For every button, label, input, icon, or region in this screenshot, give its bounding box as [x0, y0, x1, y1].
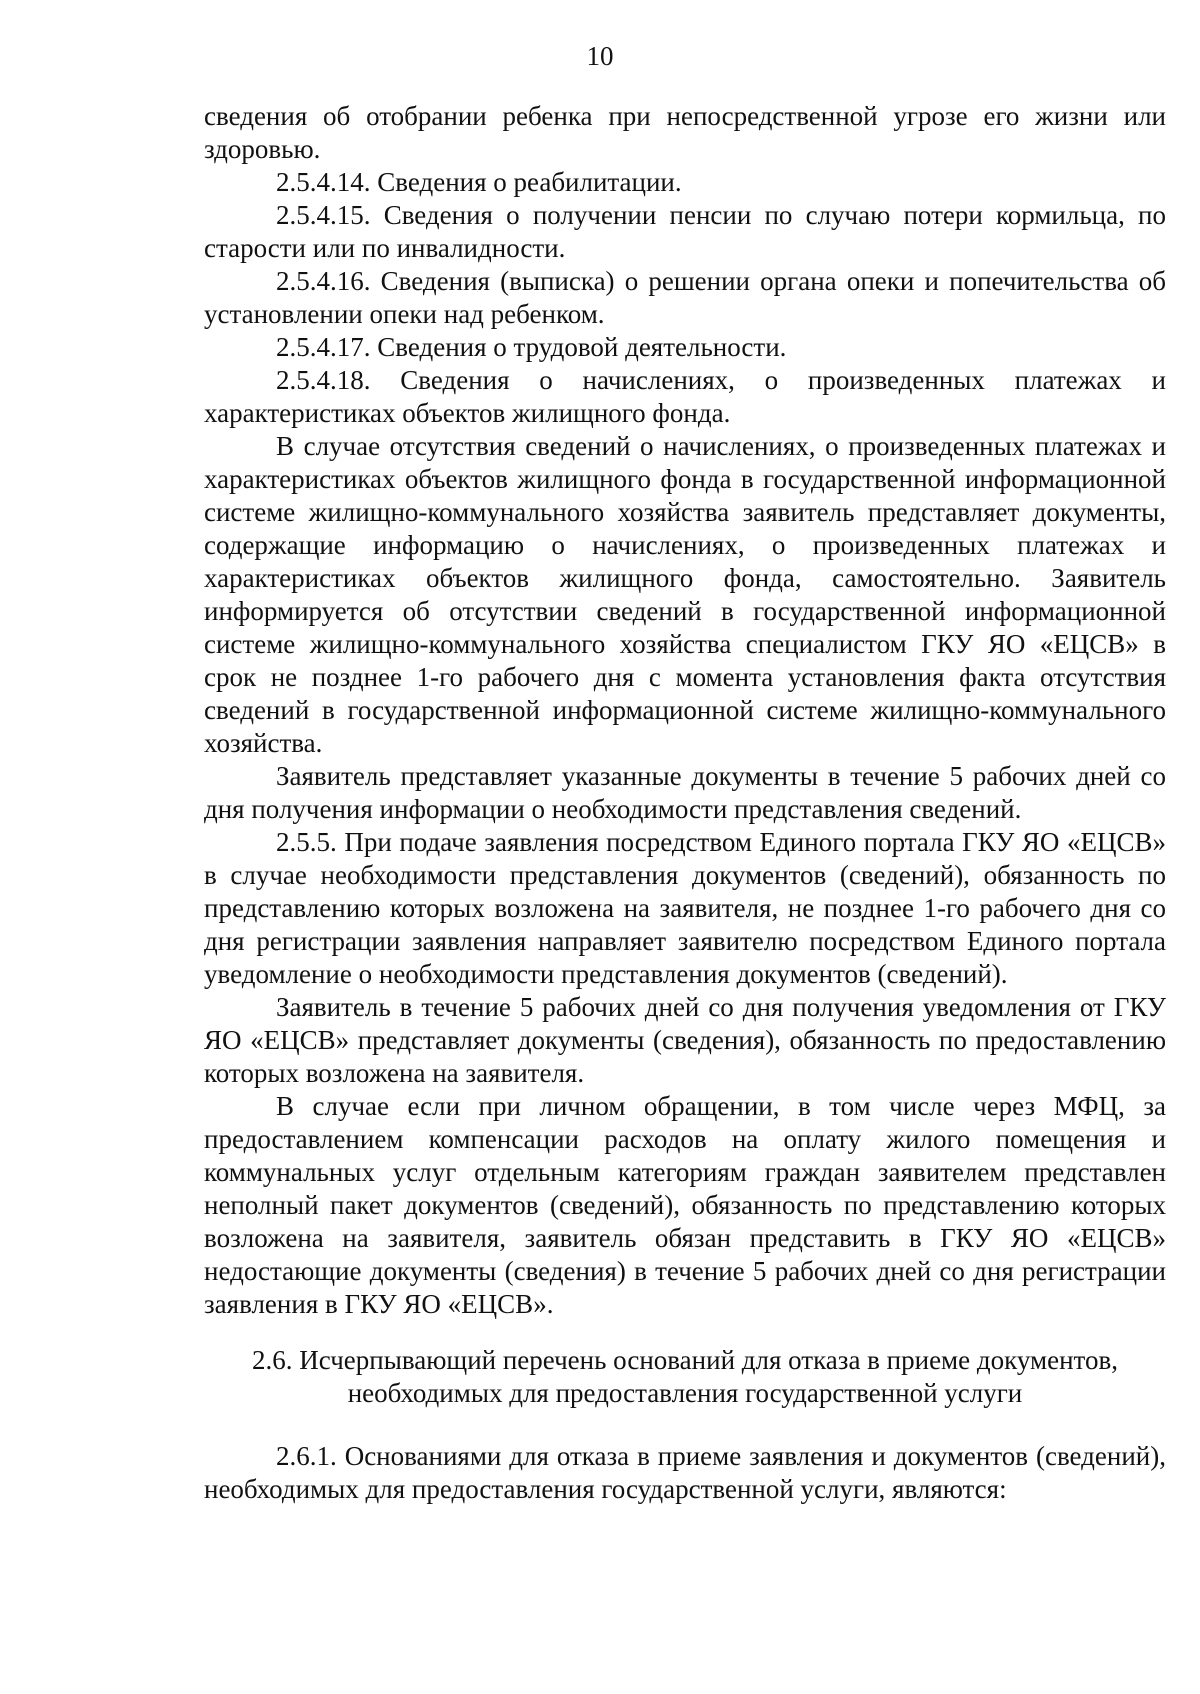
paragraph: 2.5.4.18. Сведения о начислениях, о произведенных платежах и характеристиках объектов жилищного фонда. — [204, 365, 1166, 428]
paragraph: В случае отсутствия сведений о начислениях, о произведенных платежах и характеристиках объектов жилищного фонда в государственной информационной системе жилищно-коммунального хозяйства заявитель представляет документы, содержащие информацию о начислениях, о произведенных платежах и характеристиках объектов жилищного фонда, самостоятельно. Заявитель информируется об отсутствии сведений в государственной информационной системе жилищно-коммунального хозяйства специалистом ГКУ ЯО «ЕЦСВ» в срок не позднее 1-го рабочего дня с момента установления факта отсутствия сведений в государственной информационной системе жилищно-коммунального хозяйства. — [204, 431, 1166, 758]
section-heading — [204, 1344, 1166, 1410]
paragraph: 2.5.4.17. Сведения о трудовой деятельности. — [276, 332, 787, 362]
page-number: 10 — [586, 41, 614, 71]
paragraph: 2.5.4.15. Сведения о получении пенсии по случаю потери кормильца, по старости или по инвалидности. — [204, 200, 1166, 263]
paragraph: 2.5.4.14. Сведения о реабилитации. — [276, 167, 682, 197]
paragraph: Заявитель представляет указанные документы в течение 5 рабочих дней со дня получения информации о необходимости представления сведений. — [204, 761, 1166, 824]
section-heading-line: необходимых для предоставления государственной услуги — [347, 1378, 1023, 1408]
paragraph: 2.5.4.16. Сведения (выписка) о решении органа опеки и попечительства об установлении опеки над ребенком. — [204, 266, 1166, 329]
section-heading-line: 2.6. Исчерпывающий перечень оснований для отказа в приеме документов, — [252, 1345, 1118, 1375]
paragraph: В случае если при личном обращении, в том числе через МФЦ, за предоставлением компенсации расходов на оплату жилого помещения и коммунальных услуг отдельным категориям граждан заявителем представлен неполный пакет документов (сведений), обязанность по представлению которых возложена на заявителя, заявитель обязан представить в ГКУ ЯО «ЕЦСВ» недостающие документы (сведения) в течение 5 рабочих дней со дня регистрации заявления в ГКУ ЯО «ЕЦСВ». — [204, 1091, 1166, 1319]
paragraph: Заявитель в течение 5 рабочих дней со дня получения уведомления от ГКУ ЯО «ЕЦСВ» представляет документы (сведения), обязанность по предоставлению которых возложена на заявителя. — [204, 992, 1166, 1088]
paragraph: сведения об отобрании ребенка при непосредственной угрозе его жизни или здоровью. — [204, 101, 1166, 164]
page-body — [204, 100, 1166, 1506]
paragraph: 2.5.5. При подаче заявления посредством Единого портала ГКУ ЯО «ЕЦСВ» в случае необходимости представления документов (сведений), обязанность по представлению которых возложена на заявителя, не позднее 1-го рабочего дня со дня регистрации заявления направляет заявителю посредством Единого портала уведомление о необходимости представления документов (сведений). — [204, 827, 1166, 989]
paragraph: 2.6.1. Основаниями для отказа в приеме заявления и документов (сведений), необходимых для предоставления государственной услуги, являются: — [204, 1441, 1166, 1504]
